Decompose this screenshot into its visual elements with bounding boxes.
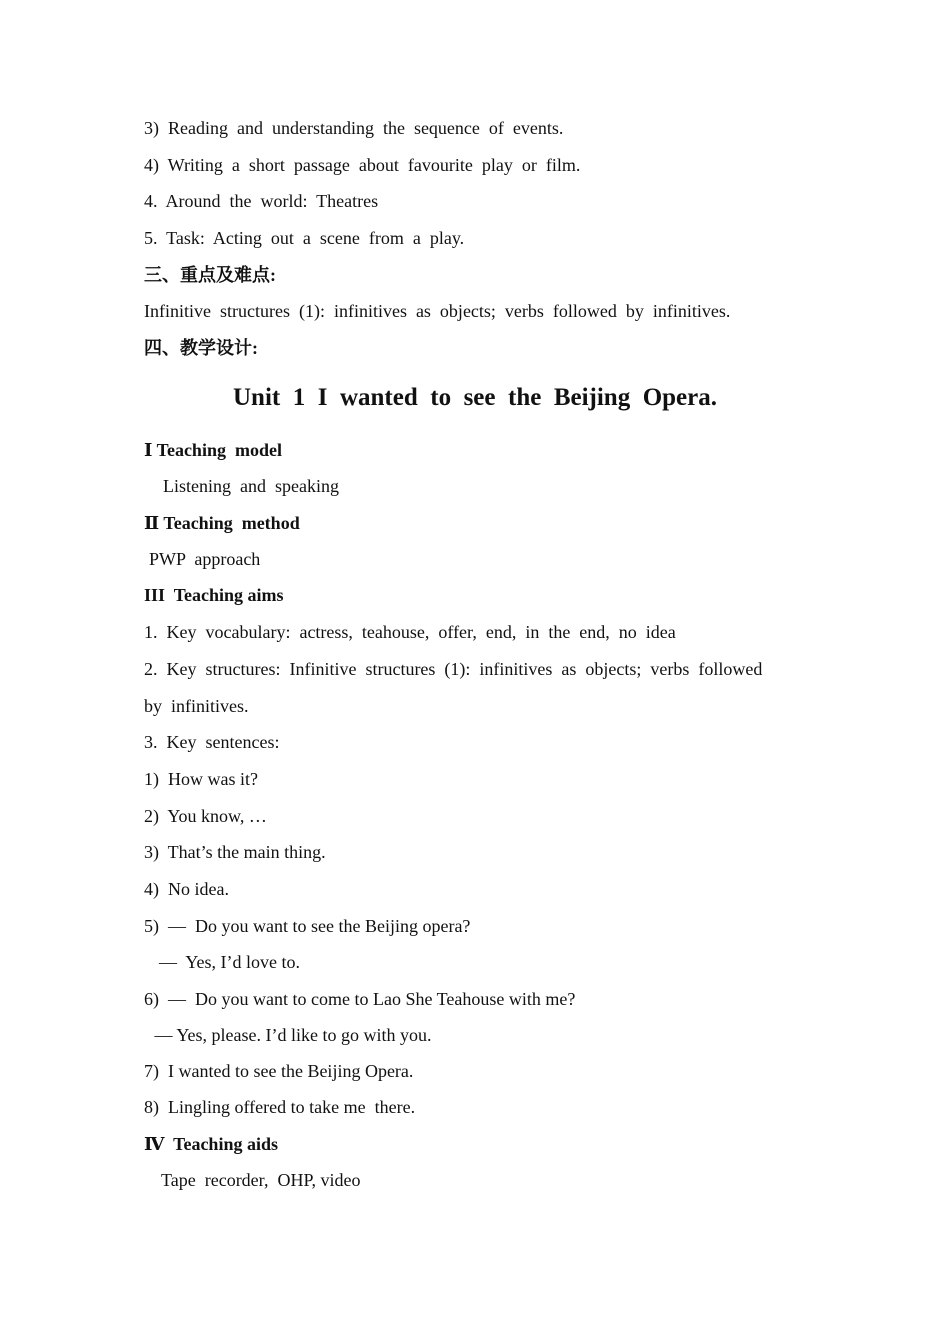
key-structures-line2: by infinitives. (144, 696, 249, 716)
teaching-model-heading: Ⅰ Teaching model (144, 440, 282, 460)
list-item: 4. Around the world: Theatres (144, 191, 379, 211)
unit-title: Unit 1 I wanted to see the Beijing Opera. (233, 384, 717, 411)
list-item: 3) Reading and understanding the sequence of events. (144, 118, 564, 138)
sentence-item: — Yes, I’d love to. (150, 952, 301, 972)
sentence-item: 7) I wanted to see the Beijing Opera. (144, 1061, 414, 1081)
teaching-method-heading: Ⅱ Teaching method (144, 513, 300, 533)
teaching-model-text: Listening and speaking (163, 476, 339, 496)
teaching-aids-heading: Ⅳ Teaching aids (144, 1134, 278, 1154)
sentence-item: 2) You know, … (144, 806, 267, 826)
key-points-text: Infinitive structures (1): infinitives as objects; verbs followed by infinitives. (144, 301, 731, 321)
teaching-aids-text: Tape recorder, OHP, video (161, 1170, 361, 1190)
sentence-item: — Yes, please. I’d like to go with you. (150, 1025, 432, 1045)
teaching-method-text: PWP approach (149, 549, 261, 569)
sentence-item: 6) — Do you want to come to Lao She Teahouse with me? (144, 989, 576, 1009)
sentence-item: 3) That’s the main thing. (144, 842, 326, 862)
key-structures-line1: 2. Key structures: Infinitive structures (1): infinitives as objects; verbs followed (144, 659, 763, 679)
sentence-item: 4) No idea. (144, 879, 229, 899)
sentence-item: 5) — Do you want to see the Beijing opera? (144, 916, 471, 936)
section-heading-teaching-design: 四、教学设计: (144, 338, 258, 358)
key-sentences-heading: 3. Key sentences: (144, 732, 280, 752)
sentence-item: 8) Lingling offered to take me there. (144, 1097, 416, 1117)
section-heading-key-points: 三、重点及难点: (144, 265, 276, 285)
key-vocabulary: 1. Key vocabulary: actress, teahouse, offer, end, in the end, no idea (144, 622, 676, 642)
teaching-aims-heading: III Teaching aims (144, 585, 284, 605)
sentence-item: 1) How was it? (144, 769, 258, 789)
list-item: 4) Writing a short passage about favourite play or film. (144, 155, 581, 175)
list-item: 5. Task: Acting out a scene from a play. (144, 228, 465, 248)
